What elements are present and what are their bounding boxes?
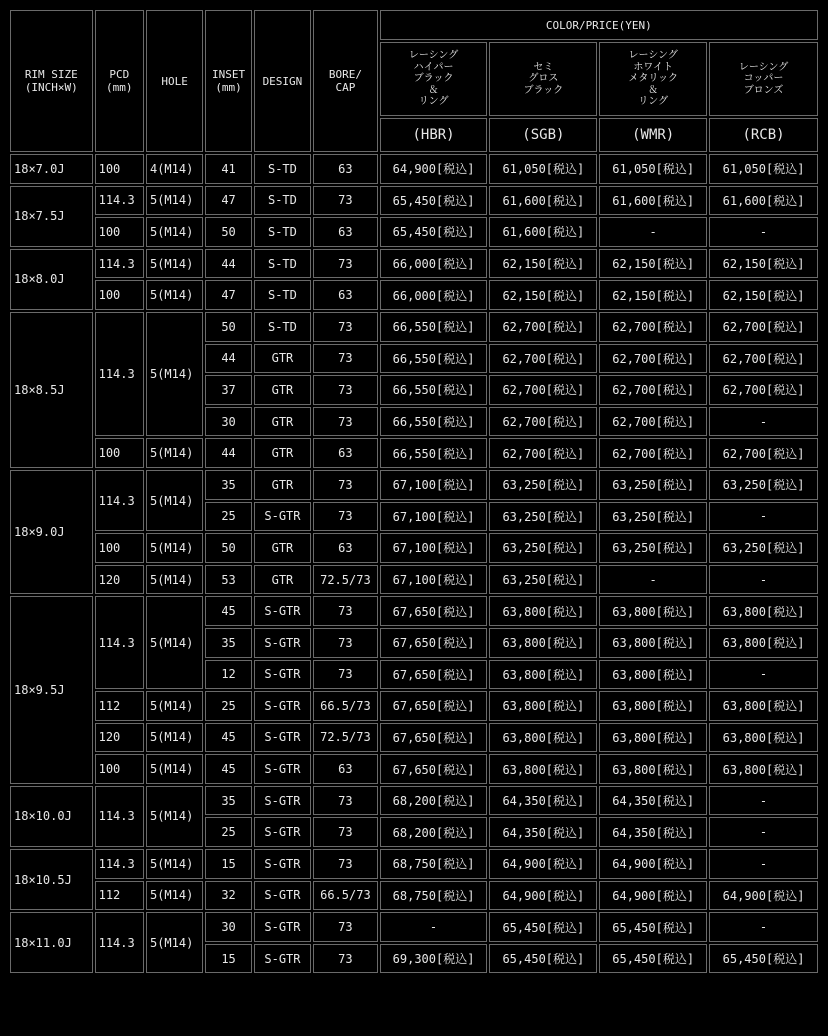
hole-cell: 5(M14) <box>146 280 203 310</box>
table-row <box>10 186 818 216</box>
inset-cell: 47 <box>205 186 251 216</box>
bore-cap-cell: 73 <box>313 596 377 626</box>
price-cell-rcb: - <box>709 849 818 879</box>
price-cell-sgb: 63,250[税込] <box>489 502 597 532</box>
price-cell-wmr: 64,900[税込] <box>599 881 707 911</box>
rim-size-cell: 18×11.0J <box>10 912 93 973</box>
price-cell-sgb: 61,600[税込] <box>489 186 597 216</box>
bore-cap-cell: 63 <box>313 280 377 310</box>
price-cell-wmr: 63,800[税込] <box>599 723 707 753</box>
rim-size-cell: 18×7.0J <box>10 154 93 184</box>
price-cell-hbr: 68,200[税込] <box>380 817 488 847</box>
price-cell-hbr: 67,650[税込] <box>380 596 488 626</box>
table-body <box>10 154 818 973</box>
inset-cell: 45 <box>205 596 251 626</box>
price-cell-rcb: 61,600[税込] <box>709 186 818 216</box>
inset-cell: 50 <box>205 217 251 247</box>
price-cell-wmr: 63,800[税込] <box>599 691 707 721</box>
table-row <box>10 754 818 784</box>
inset-cell: 15 <box>205 849 251 879</box>
price-cell-sgb: 64,900[税込] <box>489 849 597 879</box>
price-cell-sgb: 62,700[税込] <box>489 438 597 468</box>
price-cell-hbr: 66,550[税込] <box>380 375 488 405</box>
price-cell-wmr: - <box>599 217 707 247</box>
rim-size-cell: 18×10.0J <box>10 786 93 847</box>
price-cell-hbr: 64,900[税込] <box>380 154 488 184</box>
hole-cell: 5(M14) <box>146 881 203 911</box>
design-cell: S-GTR <box>254 944 311 974</box>
bore-cap-cell: 73 <box>313 344 377 374</box>
design-cell: S-GTR <box>254 754 311 784</box>
table-row <box>10 849 818 879</box>
pcd-cell: 112 <box>95 691 144 721</box>
inset-cell: 45 <box>205 723 251 753</box>
pcd-cell: 114.3 <box>95 470 144 531</box>
bore-cap-cell: 72.5/73 <box>313 565 377 595</box>
inset-cell: 30 <box>205 407 251 437</box>
price-cell-sgb: 64,350[税込] <box>489 786 597 816</box>
pcd-cell: 114.3 <box>95 849 144 879</box>
inset-cell: 12 <box>205 660 251 690</box>
header-rim-size: RIM SIZE (INCH×W) <box>10 10 93 152</box>
inset-cell: 45 <box>205 754 251 784</box>
pcd-cell: 100 <box>95 280 144 310</box>
bore-cap-cell: 73 <box>313 817 377 847</box>
bore-cap-cell: 73 <box>313 249 377 279</box>
price-cell-wmr: 62,700[税込] <box>599 407 707 437</box>
inset-cell: 15 <box>205 944 251 974</box>
design-cell: S-GTR <box>254 502 311 532</box>
bore-cap-cell: 63 <box>313 154 377 184</box>
bore-cap-cell: 73 <box>313 502 377 532</box>
rim-size-cell: 18×7.5J <box>10 186 93 247</box>
hole-cell: 5(M14) <box>146 470 203 531</box>
hole-cell: 5(M14) <box>146 249 203 279</box>
price-cell-rcb: 62,700[税込] <box>709 438 818 468</box>
pcd-cell: 100 <box>95 217 144 247</box>
price-cell-rcb: 63,800[税込] <box>709 628 818 658</box>
header-color-name-sgb: セミ グロス ブラック <box>489 42 597 116</box>
price-cell-wmr: - <box>599 565 707 595</box>
design-cell: GTR <box>254 438 311 468</box>
table-row <box>10 912 818 942</box>
price-cell-wmr: 61,050[税込] <box>599 154 707 184</box>
pcd-cell: 114.3 <box>95 312 144 436</box>
design-cell: GTR <box>254 407 311 437</box>
price-cell-wmr: 62,700[税込] <box>599 438 707 468</box>
inset-cell: 50 <box>205 312 251 342</box>
price-cell-rcb: 63,800[税込] <box>709 754 818 784</box>
hole-cell: 5(M14) <box>146 438 203 468</box>
price-cell-rcb: 65,450[税込] <box>709 944 818 974</box>
price-cell-sgb: 63,800[税込] <box>489 754 597 784</box>
rim-size-cell: 18×9.0J <box>10 470 93 594</box>
inset-cell: 50 <box>205 533 251 563</box>
hole-cell: 5(M14) <box>146 186 203 216</box>
hole-cell: 5(M14) <box>146 312 203 436</box>
table-row <box>10 312 818 342</box>
inset-cell: 35 <box>205 786 251 816</box>
header-hole: HOLE <box>146 10 203 152</box>
price-cell-wmr: 64,350[税込] <box>599 786 707 816</box>
price-cell-rcb: 63,800[税込] <box>709 691 818 721</box>
price-cell-wmr: 62,150[税込] <box>599 280 707 310</box>
header-color-code-sgb: (SGB) <box>489 118 597 152</box>
pcd-cell: 100 <box>95 533 144 563</box>
price-cell-rcb: - <box>709 407 818 437</box>
design-cell: S-TD <box>254 312 311 342</box>
hole-cell: 5(M14) <box>146 533 203 563</box>
design-cell: S-TD <box>254 186 311 216</box>
price-cell-wmr: 64,350[税込] <box>599 817 707 847</box>
table-row <box>10 470 818 500</box>
design-cell: S-GTR <box>254 817 311 847</box>
price-cell-hbr: 66,550[税込] <box>380 344 488 374</box>
rim-size-cell: 18×8.5J <box>10 312 93 468</box>
hole-cell: 5(M14) <box>146 691 203 721</box>
price-cell-sgb: 63,800[税込] <box>489 691 597 721</box>
hole-cell: 5(M14) <box>146 217 203 247</box>
price-cell-wmr: 65,450[税込] <box>599 944 707 974</box>
price-cell-rcb: 62,700[税込] <box>709 375 818 405</box>
table-row <box>10 691 818 721</box>
wheel-spec-price-table <box>8 8 820 975</box>
design-cell: S-GTR <box>254 881 311 911</box>
bore-cap-cell: 73 <box>313 312 377 342</box>
header-color-price: COLOR/PRICE(YEN) <box>380 10 818 40</box>
pcd-cell: 114.3 <box>95 596 144 689</box>
price-cell-hbr: 68,200[税込] <box>380 786 488 816</box>
pcd-cell: 100 <box>95 754 144 784</box>
rim-size-cell: 18×8.0J <box>10 249 93 310</box>
pcd-cell: 112 <box>95 881 144 911</box>
price-cell-sgb: 63,250[税込] <box>489 533 597 563</box>
price-cell-hbr: 67,650[税込] <box>380 660 488 690</box>
header-color-name-hbr: レーシング ハイパー ブラック ＆ リング <box>380 42 488 116</box>
price-cell-hbr: 67,650[税込] <box>380 628 488 658</box>
design-cell: GTR <box>254 344 311 374</box>
price-cell-sgb: 61,600[税込] <box>489 217 597 247</box>
price-cell-rcb: 63,800[税込] <box>709 723 818 753</box>
hole-cell: 5(M14) <box>146 596 203 689</box>
price-cell-sgb: 63,800[税込] <box>489 628 597 658</box>
bore-cap-cell: 73 <box>313 628 377 658</box>
price-cell-wmr: 63,250[税込] <box>599 470 707 500</box>
price-cell-hbr: 65,450[税込] <box>380 186 488 216</box>
price-cell-rcb: - <box>709 565 818 595</box>
price-cell-wmr: 63,250[税込] <box>599 502 707 532</box>
bore-cap-cell: 73 <box>313 375 377 405</box>
bore-cap-cell: 73 <box>313 186 377 216</box>
design-cell: GTR <box>254 565 311 595</box>
price-cell-sgb: 63,800[税込] <box>489 596 597 626</box>
price-cell-rcb: - <box>709 786 818 816</box>
inset-cell: 32 <box>205 881 251 911</box>
header-design: DESIGN <box>254 10 311 152</box>
bore-cap-cell: 66.5/73 <box>313 691 377 721</box>
header-color-name-rcb: レーシング コッパー ブロンズ <box>709 42 818 116</box>
price-cell-rcb: - <box>709 217 818 247</box>
price-cell-rcb: 62,700[税込] <box>709 344 818 374</box>
price-cell-hbr: 67,650[税込] <box>380 723 488 753</box>
design-cell: S-GTR <box>254 723 311 753</box>
price-cell-sgb: 62,700[税込] <box>489 312 597 342</box>
price-cell-hbr: 67,100[税込] <box>380 533 488 563</box>
header-color-code-wmr: (WMR) <box>599 118 707 152</box>
price-cell-hbr: 68,750[税込] <box>380 849 488 879</box>
price-cell-hbr: 66,000[税込] <box>380 249 488 279</box>
table-row <box>10 154 818 184</box>
price-cell-wmr: 64,900[税込] <box>599 849 707 879</box>
pcd-cell: 114.3 <box>95 186 144 216</box>
inset-cell: 41 <box>205 154 251 184</box>
price-cell-rcb: - <box>709 502 818 532</box>
design-cell: S-TD <box>254 249 311 279</box>
header-bore-cap: BORE/ CAP <box>313 10 377 152</box>
hole-cell: 5(M14) <box>146 849 203 879</box>
price-cell-sgb: 62,700[税込] <box>489 407 597 437</box>
price-cell-wmr: 63,250[税込] <box>599 533 707 563</box>
bore-cap-cell: 63 <box>313 754 377 784</box>
design-cell: S-GTR <box>254 660 311 690</box>
table-row <box>10 217 818 247</box>
price-cell-wmr: 63,800[税込] <box>599 596 707 626</box>
price-cell-sgb: 63,250[税込] <box>489 565 597 595</box>
table-row <box>10 438 818 468</box>
price-cell-hbr: 67,650[税込] <box>380 691 488 721</box>
header-pcd: PCD (mm) <box>95 10 144 152</box>
inset-cell: 35 <box>205 628 251 658</box>
price-cell-hbr: 66,550[税込] <box>380 407 488 437</box>
price-cell-wmr: 63,800[税込] <box>599 754 707 784</box>
price-cell-rcb: 62,150[税込] <box>709 280 818 310</box>
price-cell-hbr: - <box>380 912 488 942</box>
bore-cap-cell: 63 <box>313 217 377 247</box>
bore-cap-cell: 63 <box>313 438 377 468</box>
price-cell-sgb: 62,150[税込] <box>489 280 597 310</box>
rim-size-cell: 18×10.5J <box>10 849 93 910</box>
inset-cell: 37 <box>205 375 251 405</box>
inset-cell: 53 <box>205 565 251 595</box>
pcd-cell: 114.3 <box>95 249 144 279</box>
table-row <box>10 565 818 595</box>
price-cell-sgb: 62,700[税込] <box>489 344 597 374</box>
price-cell-rcb: - <box>709 817 818 847</box>
price-cell-sgb: 64,900[税込] <box>489 881 597 911</box>
table-row <box>10 533 818 563</box>
price-cell-hbr: 67,100[税込] <box>380 565 488 595</box>
inset-cell: 44 <box>205 249 251 279</box>
pcd-cell: 120 <box>95 565 144 595</box>
price-cell-rcb: 63,250[税込] <box>709 533 818 563</box>
price-cell-hbr: 66,550[税込] <box>380 438 488 468</box>
price-cell-wmr: 65,450[税込] <box>599 912 707 942</box>
inset-cell: 30 <box>205 912 251 942</box>
price-cell-sgb: 62,150[税込] <box>489 249 597 279</box>
bore-cap-cell: 73 <box>313 786 377 816</box>
price-cell-rcb: 63,800[税込] <box>709 596 818 626</box>
price-cell-rcb: 61,050[税込] <box>709 154 818 184</box>
bore-cap-cell: 73 <box>313 849 377 879</box>
rim-size-cell: 18×9.5J <box>10 596 93 784</box>
header-color-code-rcb: (RCB) <box>709 118 818 152</box>
inset-cell: 25 <box>205 502 251 532</box>
design-cell: S-TD <box>254 217 311 247</box>
hole-cell: 5(M14) <box>146 723 203 753</box>
hole-cell: 4(M14) <box>146 154 203 184</box>
pcd-cell: 114.3 <box>95 912 144 973</box>
price-cell-wmr: 63,800[税込] <box>599 660 707 690</box>
price-cell-sgb: 63,800[税込] <box>489 723 597 753</box>
price-cell-sgb: 61,050[税込] <box>489 154 597 184</box>
pcd-cell: 120 <box>95 723 144 753</box>
pcd-cell: 100 <box>95 438 144 468</box>
price-cell-hbr: 65,450[税込] <box>380 217 488 247</box>
hole-cell: 5(M14) <box>146 754 203 784</box>
design-cell: S-GTR <box>254 691 311 721</box>
inset-cell: 44 <box>205 344 251 374</box>
design-cell: S-GTR <box>254 786 311 816</box>
price-cell-sgb: 62,700[税込] <box>489 375 597 405</box>
price-cell-rcb: 64,900[税込] <box>709 881 818 911</box>
price-cell-hbr: 66,000[税込] <box>380 280 488 310</box>
hole-cell: 5(M14) <box>146 565 203 595</box>
price-cell-hbr: 68,750[税込] <box>380 881 488 911</box>
price-cell-hbr: 66,550[税込] <box>380 312 488 342</box>
price-cell-hbr: 69,300[税込] <box>380 944 488 974</box>
price-cell-sgb: 63,800[税込] <box>489 660 597 690</box>
table-row <box>10 249 818 279</box>
bore-cap-cell: 73 <box>313 470 377 500</box>
price-cell-hbr: 67,100[税込] <box>380 502 488 532</box>
price-cell-wmr: 62,700[税込] <box>599 312 707 342</box>
price-cell-wmr: 63,800[税込] <box>599 628 707 658</box>
header-color-name-wmr: レーシング ホワイト メタリック ＆ リング <box>599 42 707 116</box>
design-cell: GTR <box>254 533 311 563</box>
design-cell: S-GTR <box>254 849 311 879</box>
design-cell: S-GTR <box>254 628 311 658</box>
design-cell: S-GTR <box>254 596 311 626</box>
design-cell: S-GTR <box>254 912 311 942</box>
hole-cell: 5(M14) <box>146 912 203 973</box>
price-cell-rcb: - <box>709 912 818 942</box>
inset-cell: 44 <box>205 438 251 468</box>
price-cell-wmr: 61,600[税込] <box>599 186 707 216</box>
table-row <box>10 723 818 753</box>
inset-cell: 25 <box>205 817 251 847</box>
price-cell-wmr: 62,700[税込] <box>599 344 707 374</box>
price-cell-wmr: 62,700[税込] <box>599 375 707 405</box>
hole-cell: 5(M14) <box>146 786 203 847</box>
price-cell-hbr: 67,650[税込] <box>380 754 488 784</box>
table-row <box>10 786 818 816</box>
inset-cell: 25 <box>205 691 251 721</box>
bore-cap-cell: 73 <box>313 912 377 942</box>
design-cell: GTR <box>254 375 311 405</box>
price-cell-rcb: 63,250[税込] <box>709 470 818 500</box>
design-cell: GTR <box>254 470 311 500</box>
price-cell-hbr: 67,100[税込] <box>380 470 488 500</box>
table-row <box>10 280 818 310</box>
table-row <box>10 881 818 911</box>
inset-cell: 35 <box>205 470 251 500</box>
bore-cap-cell: 73 <box>313 660 377 690</box>
price-cell-sgb: 63,250[税込] <box>489 470 597 500</box>
bore-cap-cell: 66.5/73 <box>313 881 377 911</box>
design-cell: S-TD <box>254 280 311 310</box>
pcd-cell: 100 <box>95 154 144 184</box>
design-cell: S-TD <box>254 154 311 184</box>
inset-cell: 47 <box>205 280 251 310</box>
price-cell-rcb: 62,150[税込] <box>709 249 818 279</box>
price-cell-wmr: 62,150[税込] <box>599 249 707 279</box>
bore-cap-cell: 63 <box>313 533 377 563</box>
header-inset: INSET (mm) <box>205 10 251 152</box>
price-cell-sgb: 65,450[税込] <box>489 944 597 974</box>
price-cell-rcb: 62,700[税込] <box>709 312 818 342</box>
header-color-code-hbr: (HBR) <box>380 118 488 152</box>
pcd-cell: 114.3 <box>95 786 144 847</box>
table-row <box>10 596 818 626</box>
bore-cap-cell: 72.5/73 <box>313 723 377 753</box>
price-cell-sgb: 65,450[税込] <box>489 912 597 942</box>
bore-cap-cell: 73 <box>313 407 377 437</box>
price-cell-sgb: 64,350[税込] <box>489 817 597 847</box>
price-cell-rcb: - <box>709 660 818 690</box>
bore-cap-cell: 73 <box>313 944 377 974</box>
